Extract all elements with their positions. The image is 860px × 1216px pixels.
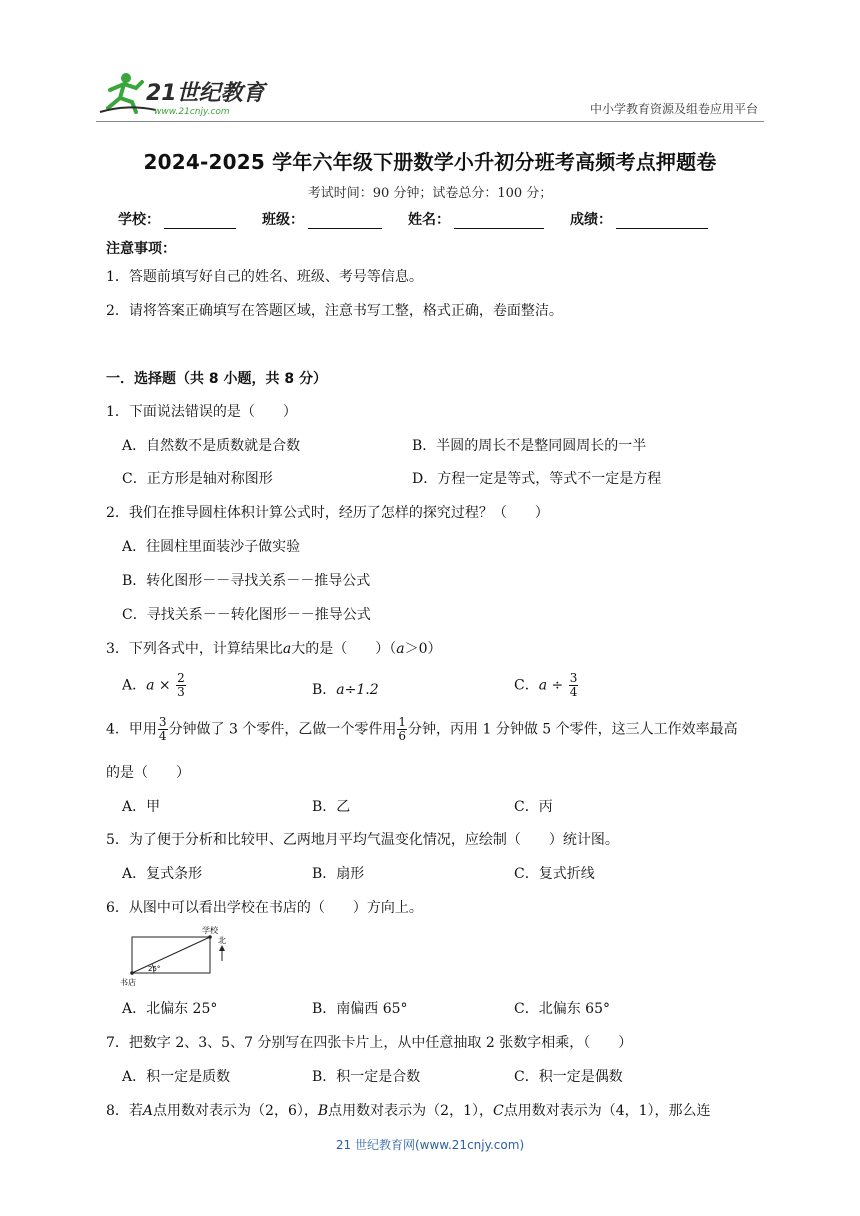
- logo-url: www.21cnjy.com: [154, 107, 230, 117]
- question-5-option-c[interactable]: C．复式折线: [514, 866, 595, 882]
- figure-school-label: 学校: [202, 926, 218, 935]
- platform-label: 中小学教育资源及组卷应用平台: [589, 102, 758, 116]
- question-4-option-b[interactable]: B．乙: [312, 799, 351, 815]
- exam-info: 考试时间：90 分钟；试卷总分：100 分；: [307, 186, 553, 201]
- notice-heading: 注意事项：: [106, 241, 176, 257]
- question-8-stem: 8．若A点用数对表示为（2，6），B点用数对表示为（2，1），C点用数对表示为（4，1），那么连: [106, 1103, 711, 1119]
- question-3-option-a[interactable]: A．a × $\frac{2}{3}$: [122, 671, 185, 699]
- question-6-option-b[interactable]: B．南偏西 65°: [312, 1001, 408, 1017]
- name-field[interactable]: [454, 212, 544, 229]
- question-3-option-b[interactable]: B．a÷1.2: [312, 682, 379, 698]
- question-1-option-b[interactable]: B．半圆的周长不是整同圆周长的一半: [412, 438, 647, 454]
- question-2-option-a[interactable]: A．往圆柱里面装沙子做实验: [122, 539, 301, 555]
- logo-text: 21世纪教育: [146, 81, 265, 106]
- question-1-stem: 1．下面说法错误的是（ ）: [106, 404, 297, 420]
- figure-angle-label: 25°: [148, 965, 161, 973]
- question-3-stem: 3．下列各式中，计算结果比a大的是（ ）（a＞0）: [106, 641, 442, 657]
- question-6-option-c[interactable]: C．北偏东 65°: [514, 1001, 610, 1017]
- question-7-stem: 7．把数字 2、3、5、7 分别写在四张卡片上，从中任意抽取 2 张数字相乘，（ ）: [106, 1035, 633, 1051]
- direction-figure: [118, 925, 238, 993]
- header-divider: [96, 121, 764, 122]
- question-2-stem: 2．我们在推导圆柱体积计算公式时，经历了怎样的探究过程？（ ）: [106, 505, 549, 521]
- question-5-stem: 5．为了便于分析和比较甲、乙两地月平均气温变化情况，应绘制（ ）统计图。: [106, 832, 619, 848]
- north-arrow-icon: [219, 945, 225, 951]
- question-1-option-a[interactable]: A．自然数不是质数就是合数: [122, 438, 301, 454]
- question-4-option-a[interactable]: A．甲: [122, 799, 161, 815]
- question-1-option-c[interactable]: C．正方形是轴对称图形: [122, 471, 273, 487]
- score-field[interactable]: [616, 212, 708, 229]
- question-4-stem-cont: 的是（ ）: [106, 765, 190, 781]
- question-6-option-a[interactable]: A．北偏东 25°: [122, 1001, 218, 1017]
- logo: [96, 68, 296, 120]
- question-5-option-a[interactable]: A．复式条形: [122, 866, 203, 882]
- question-7-option-a[interactable]: A．积一定是质数: [122, 1069, 231, 1085]
- class-label: 班级：: [262, 212, 304, 228]
- question-3-option-c[interactable]: C．a ÷ $\frac{3}{4}$: [514, 671, 578, 699]
- school-field[interactable]: [164, 212, 236, 229]
- class-field[interactable]: [308, 212, 382, 229]
- question-2-option-b[interactable]: B．转化图形－－寻找关系－－推导公式: [122, 573, 371, 589]
- question-4-stem: 4．甲用 $\frac{3}{4}$ 分钟做了 3 个零件，乙做一个零件用 $\frac{1}{6}$ 分钟，丙用 1 分钟做 5 个零件，这三人工作效率最高: [106, 715, 738, 743]
- question-2-option-c[interactable]: C．寻找关系－－转化图形－－推导公式: [122, 607, 371, 623]
- page-title: 2024-2025 学年六年级下册数学小升初分班考高频考点押题卷: [143, 150, 717, 174]
- question-5-option-b[interactable]: B．扇形: [312, 866, 365, 882]
- notice-item: 2．请将答案正确填写在答题区域，注意书写工整，格式正确，卷面整洁。: [106, 303, 563, 319]
- notice-item: 1．答题前填写好自己的姓名、班级、考号等信息。: [106, 269, 423, 285]
- section-heading: 一．选择题（共 8 小题，共 8 分）: [106, 371, 327, 387]
- page-footer: 21 世纪教育网(www.21cnjy.com): [335, 1138, 525, 1152]
- score-label: 成绩：: [570, 212, 612, 228]
- question-6-stem: 6．从图中可以看出学校在书店的（ ）方向上。: [106, 900, 423, 916]
- student-info-row: [118, 209, 734, 229]
- name-label: 姓名：: [408, 212, 450, 228]
- question-7-option-c[interactable]: C．积一定是偶数: [514, 1069, 623, 1085]
- figure-store-label: 书店: [120, 978, 136, 987]
- question-7-option-b[interactable]: B．积一定是合数: [312, 1069, 421, 1085]
- question-1-option-d[interactable]: D．方程一定是等式，等式不一定是方程: [412, 471, 662, 487]
- runner-logo-icon: [96, 68, 296, 120]
- question-4-option-c[interactable]: C．丙: [514, 799, 553, 815]
- figure-north-label: 北: [218, 936, 226, 945]
- school-label: 学校：: [118, 212, 160, 228]
